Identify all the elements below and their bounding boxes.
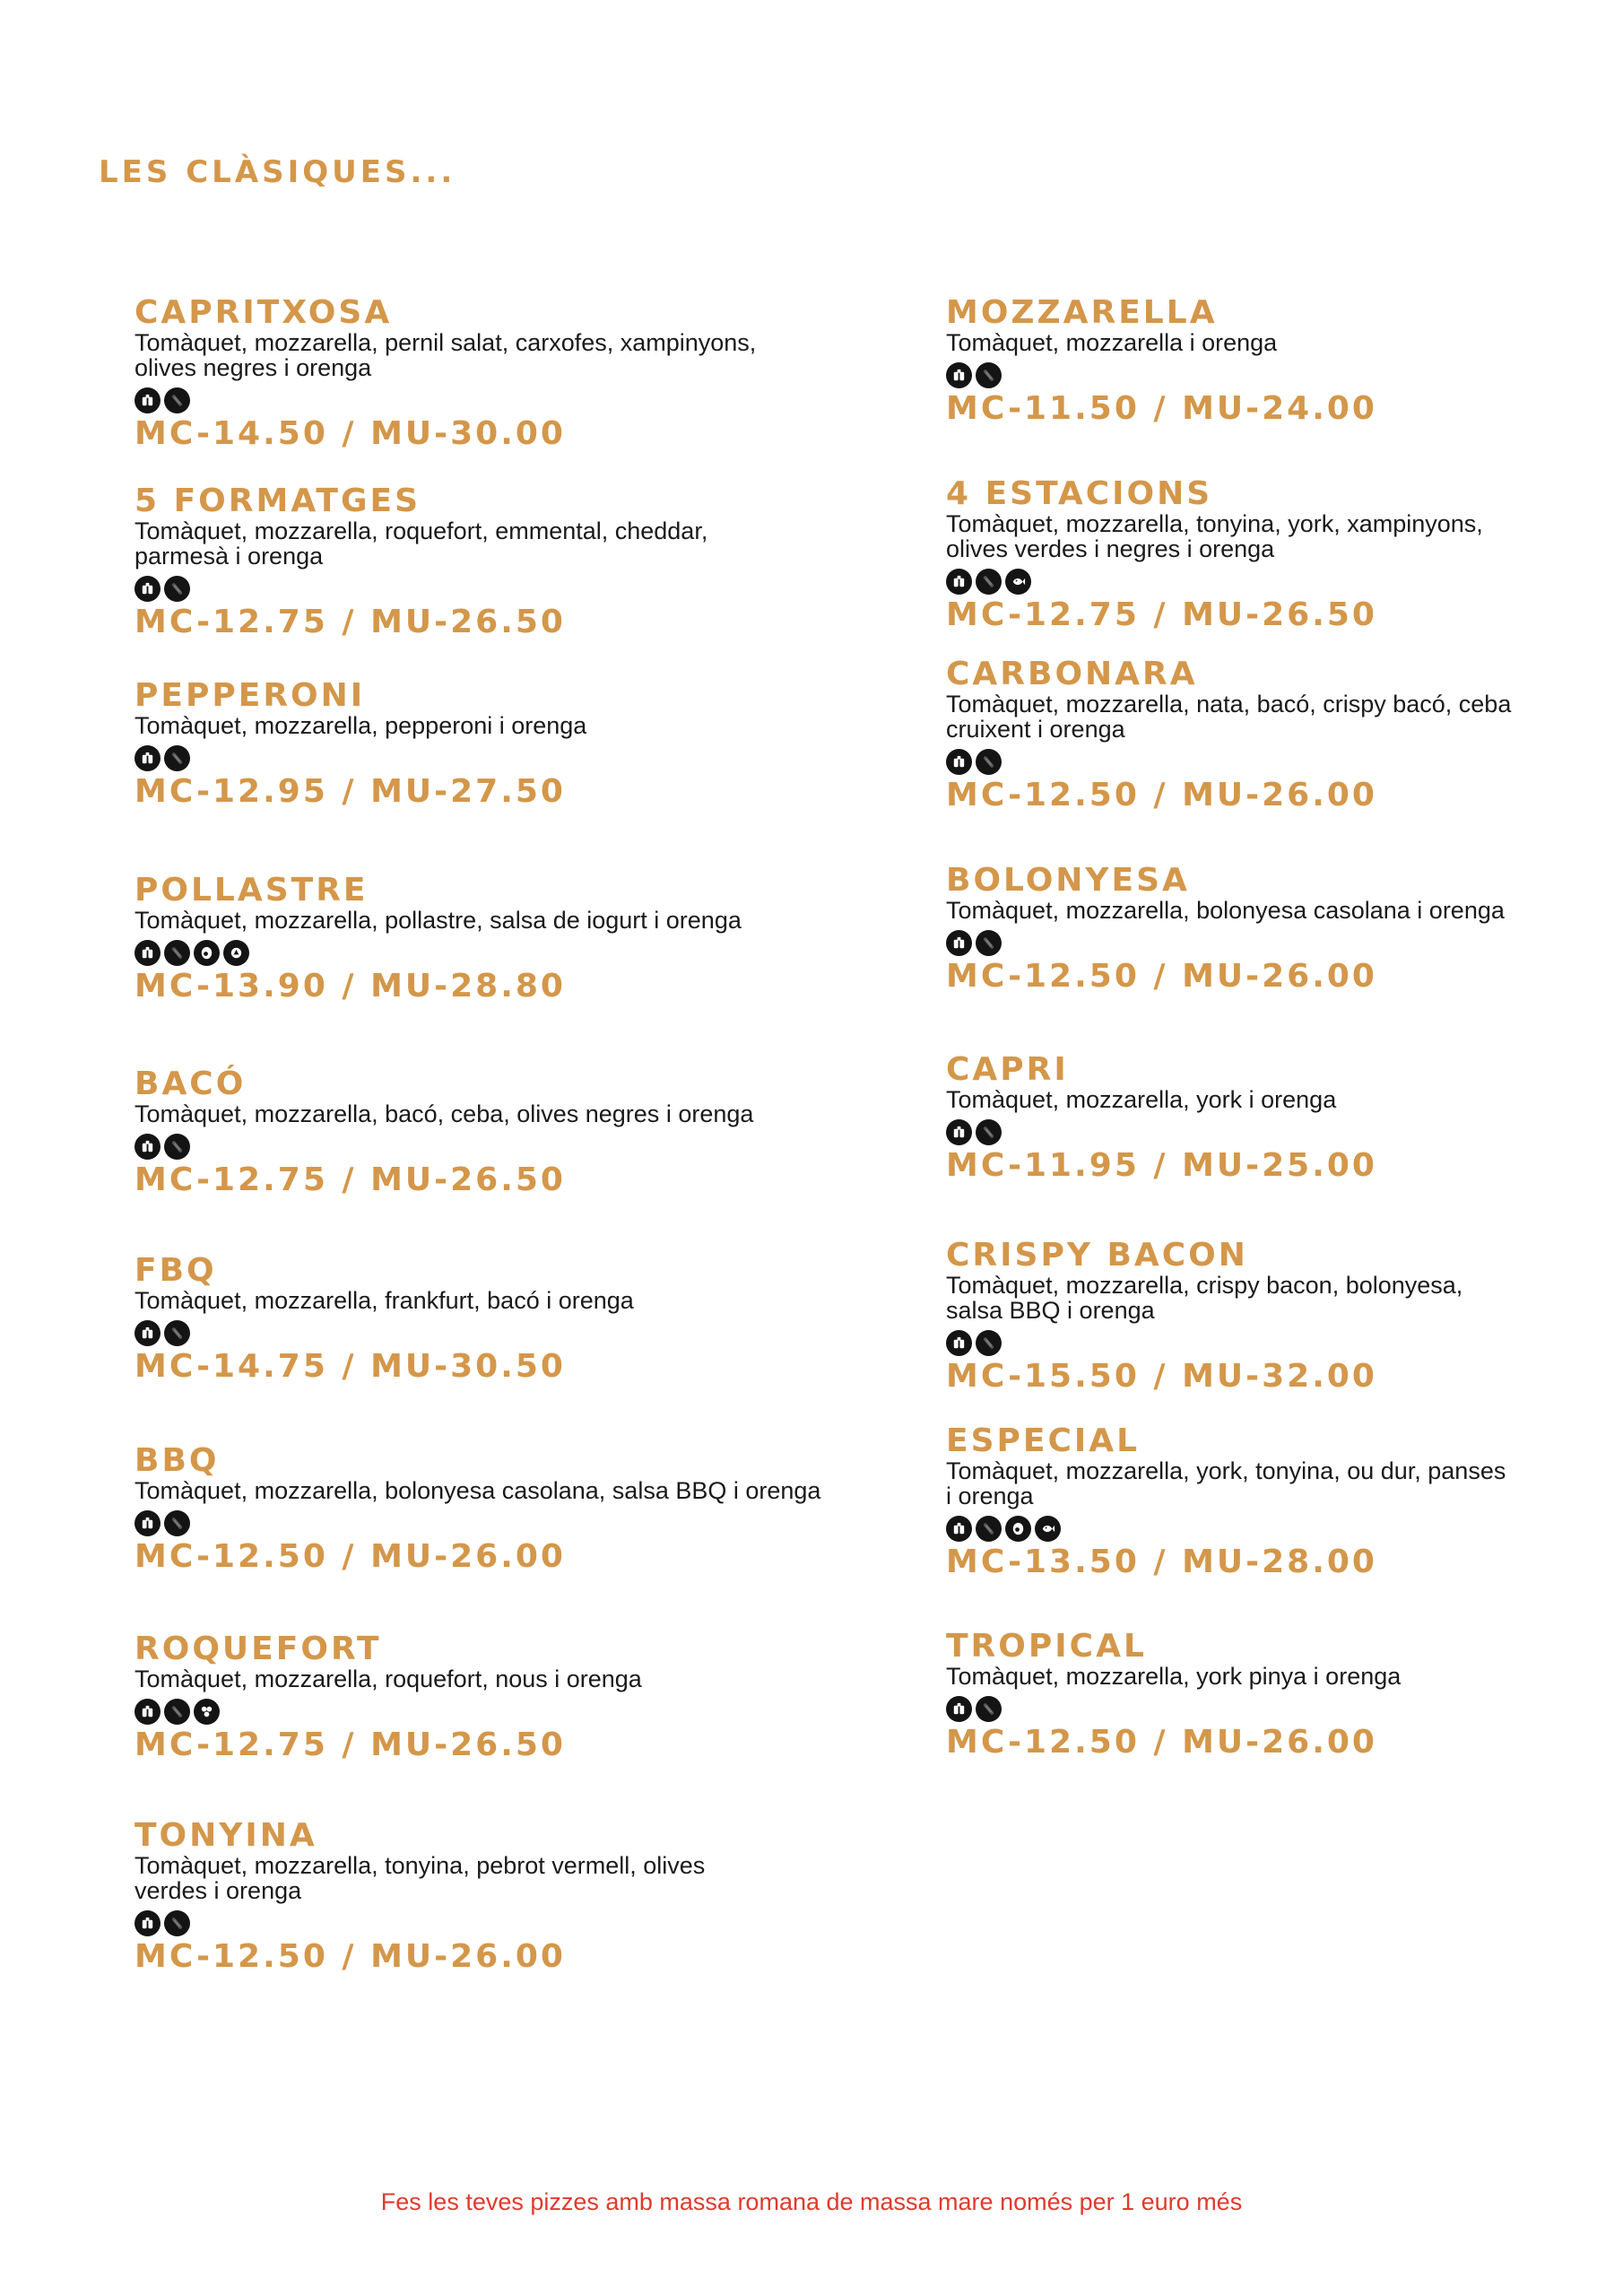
- menu-item-pepperoni: [135, 679, 879, 810]
- lactose-icon: [164, 1320, 190, 1346]
- gluten-icon: [135, 576, 161, 602]
- menu-item-crispy-bacon: [946, 1239, 1623, 1395]
- pizza-description: salsa BBQ i orenga: [946, 1297, 1155, 1324]
- gluten-icon: [946, 569, 972, 595]
- pizza-name: BOLONYESA: [946, 862, 1190, 899]
- pizza-price: MC-13.90 / MU-28.80: [135, 968, 566, 1004]
- gluten-icon: [135, 1320, 161, 1346]
- gluten-icon: [135, 387, 161, 413]
- pizza-price: MC-12.50 / MU-26.00: [946, 1724, 1377, 1761]
- menu-item-mozzarella: [946, 296, 1623, 427]
- pizza-description: i orenga: [946, 1483, 1034, 1509]
- menu-item-carbonara: [946, 657, 1623, 813]
- gluten-icon: [946, 362, 972, 388]
- lactose-icon: [164, 576, 190, 602]
- nuts-icon: [194, 1699, 220, 1725]
- allergen-icons: [946, 1516, 1623, 1543]
- allergen-icons: [135, 1510, 879, 1537]
- allergen-icons: [135, 1910, 879, 1937]
- pizza-name: CAPRI: [946, 1051, 1069, 1088]
- allergen-icons: [946, 362, 1623, 389]
- pizza-price: MC-13.50 / MU-28.00: [946, 1544, 1377, 1580]
- gluten-icon: [946, 1119, 972, 1145]
- pizza-description: Tomàquet, mozzarella, tonyina, york, xampinyons,: [946, 510, 1483, 537]
- allergen-icons: [135, 1320, 879, 1347]
- lactose-icon: [976, 1330, 1002, 1356]
- lactose-icon: [976, 362, 1002, 388]
- pizza-price: MC-12.75 / MU-26.50: [946, 596, 1377, 633]
- lactose-icon: [976, 1696, 1002, 1722]
- gluten-icon: [135, 1699, 161, 1725]
- pizza-description: Tomàquet, mozzarella, pepperoni i orenga: [135, 712, 587, 739]
- pizza-description: olives negres i orenga: [135, 354, 372, 381]
- gluten-icon: [135, 1134, 161, 1160]
- pizza-price: MC-12.75 / MU-26.50: [135, 1161, 566, 1198]
- pizza-description: Tomàquet, mozzarella, bolonyesa casolana i orenga: [946, 897, 1505, 924]
- pizza-price: MC-14.75 / MU-30.50: [135, 1348, 566, 1385]
- allergen-icons: [135, 940, 879, 967]
- lactose-icon: [164, 940, 190, 966]
- egg-icon: [194, 940, 220, 966]
- menu-item-pollastre: [135, 874, 879, 1004]
- pizza-name: BBQ: [135, 1442, 220, 1479]
- pizza-price: MC-14.50 / MU-30.00: [135, 415, 566, 452]
- menu-item-tonyina: [135, 1819, 879, 1975]
- lactose-icon: [164, 1699, 190, 1725]
- pizza-name: 4 ESTACIONS: [946, 475, 1213, 512]
- lactose-icon: [976, 1516, 1002, 1542]
- mustard-icon: [223, 940, 249, 966]
- pizza-description: cruixent i orenga: [946, 716, 1125, 743]
- menu-item-5-formatges: [135, 484, 879, 640]
- lactose-icon: [164, 1910, 190, 1936]
- allergen-icons: [946, 569, 1623, 596]
- pizza-description: parmesà i orenga: [135, 543, 324, 570]
- gluten-icon: [946, 930, 972, 956]
- pizza-price: MC-12.50 / MU-26.00: [946, 777, 1377, 813]
- pizza-price: MC-12.50 / MU-26.00: [946, 958, 1377, 995]
- pizza-description: Tomàquet, mozzarella, york pinya i orenga: [946, 1663, 1402, 1690]
- pizza-description: Tomàquet, mozzarella, nata, bacó, crispy bacó, ceba: [946, 691, 1512, 718]
- gluten-icon: [946, 1696, 972, 1722]
- allergen-icons: [135, 576, 879, 603]
- pizza-description: Tomàquet, mozzarella, bacó, ceba, olives negres i orenga: [135, 1100, 754, 1127]
- lactose-icon: [164, 745, 190, 771]
- section-title: LES CLÀSIQUES...: [99, 154, 456, 190]
- pizza-description: Tomàquet, mozzarella, pernil salat, carxofes, xampinyons,: [135, 329, 757, 356]
- footer-note: Fes les teves pizzes amb massa romana de massa mare només per 1 euro més: [380, 2188, 1243, 2215]
- pizza-name: TROPICAL: [946, 1628, 1147, 1665]
- fish-icon: [1035, 1516, 1061, 1542]
- allergen-icons: [135, 1134, 879, 1161]
- allergen-icons: [135, 1699, 879, 1726]
- pizza-price: MC-15.50 / MU-32.00: [946, 1358, 1377, 1395]
- pizza-description: Tomàquet, mozzarella, crispy bacon, bolonyesa,: [946, 1272, 1463, 1299]
- allergen-icons: [946, 930, 1623, 957]
- pizza-price: MC-12.75 / MU-26.50: [135, 1726, 566, 1763]
- fish-icon: [1005, 569, 1031, 595]
- allergen-icons: [946, 1119, 1623, 1146]
- pizza-price: MC-12.50 / MU-26.00: [135, 1538, 566, 1575]
- pizza-price: MC-12.95 / MU-27.50: [135, 773, 566, 810]
- pizza-name: MOZZARELLA: [946, 294, 1218, 331]
- pizza-description: Tomàquet, mozzarella, roquefort, nous i orenga: [135, 1665, 642, 1692]
- pizza-description: Tomàquet, mozzarella, tonyina, pebrot vermell, olives: [135, 1852, 706, 1879]
- menu-item-capritxosa: [135, 296, 879, 452]
- gluten-icon: [135, 745, 161, 771]
- pizza-description: Tomàquet, mozzarella, pollastre, salsa de iogurt i orenga: [135, 907, 742, 934]
- gluten-icon: [135, 1910, 161, 1936]
- lactose-icon: [976, 1119, 1002, 1145]
- menu-item-4-estacions: [946, 477, 1623, 633]
- pizza-price: MC-11.50 / MU-24.00: [946, 390, 1377, 427]
- allergen-icons: [946, 1696, 1623, 1723]
- lactose-icon: [164, 1510, 190, 1536]
- pizza-name: POLLASTRE: [135, 872, 369, 909]
- pizza-description: Tomàquet, mozzarella, frankfurt, bacó i orenga: [135, 1287, 634, 1314]
- gluten-icon: [135, 940, 161, 966]
- menu-item-especial: [946, 1424, 1623, 1580]
- pizza-description: Tomàquet, mozzarella, bolonyesa casolana, salsa BBQ i orenga: [135, 1477, 821, 1504]
- pizza-description: Tomàquet, mozzarella, roquefort, emmental, cheddar,: [135, 517, 708, 544]
- pizza-name: CAPRITXOSA: [135, 294, 393, 331]
- allergen-icons: [135, 387, 879, 414]
- pizza-name: 5 FORMATGES: [135, 483, 421, 519]
- egg-icon: [1005, 1516, 1031, 1542]
- pizza-description: Tomàquet, mozzarella i orenga: [946, 329, 1278, 356]
- gluten-icon: [946, 1516, 972, 1542]
- gluten-icon: [946, 1330, 972, 1356]
- pizza-name: CARBONARA: [946, 656, 1198, 692]
- pizza-description: olives verdes i negres i orenga: [946, 535, 1275, 562]
- pizza-price: MC-11.95 / MU-25.00: [946, 1147, 1377, 1184]
- allergen-icons: [135, 745, 879, 772]
- menu-item-baco: [135, 1067, 879, 1198]
- lactose-icon: [976, 749, 1002, 775]
- lactose-icon: [164, 387, 190, 413]
- menu-item-roquefort: [135, 1632, 879, 1763]
- pizza-name: ESPECIAL: [946, 1422, 1141, 1459]
- pizza-name: PEPPERONI: [135, 677, 366, 714]
- pizza-name: CRISPY BACON: [946, 1237, 1248, 1274]
- pizza-price: MC-12.75 / MU-26.50: [135, 604, 566, 640]
- pizza-name: TONYINA: [135, 1817, 317, 1854]
- menu-item-fbq: [135, 1254, 879, 1385]
- menu-item-bolonyesa: [946, 864, 1623, 995]
- gluten-icon: [135, 1510, 161, 1536]
- pizza-price: MC-12.50 / MU-26.00: [135, 1938, 566, 1975]
- gluten-icon: [946, 749, 972, 775]
- lactose-icon: [976, 569, 1002, 595]
- allergen-icons: [946, 1330, 1623, 1357]
- pizza-name: ROQUEFORT: [135, 1631, 382, 1667]
- pizza-name: BACÓ: [135, 1065, 247, 1102]
- menu-item-capri: [946, 1053, 1623, 1184]
- lactose-icon: [976, 930, 1002, 956]
- pizza-description: Tomàquet, mozzarella, york, tonyina, ou dur, panses: [946, 1457, 1506, 1484]
- menu-item-bbq: [135, 1444, 879, 1575]
- menu-item-tropical: [946, 1630, 1623, 1761]
- pizza-description: verdes i orenga: [135, 1877, 302, 1904]
- allergen-icons: [946, 749, 1623, 776]
- pizza-description: Tomàquet, mozzarella, york i orenga: [946, 1086, 1337, 1113]
- lactose-icon: [164, 1134, 190, 1160]
- pizza-name: FBQ: [135, 1252, 217, 1289]
